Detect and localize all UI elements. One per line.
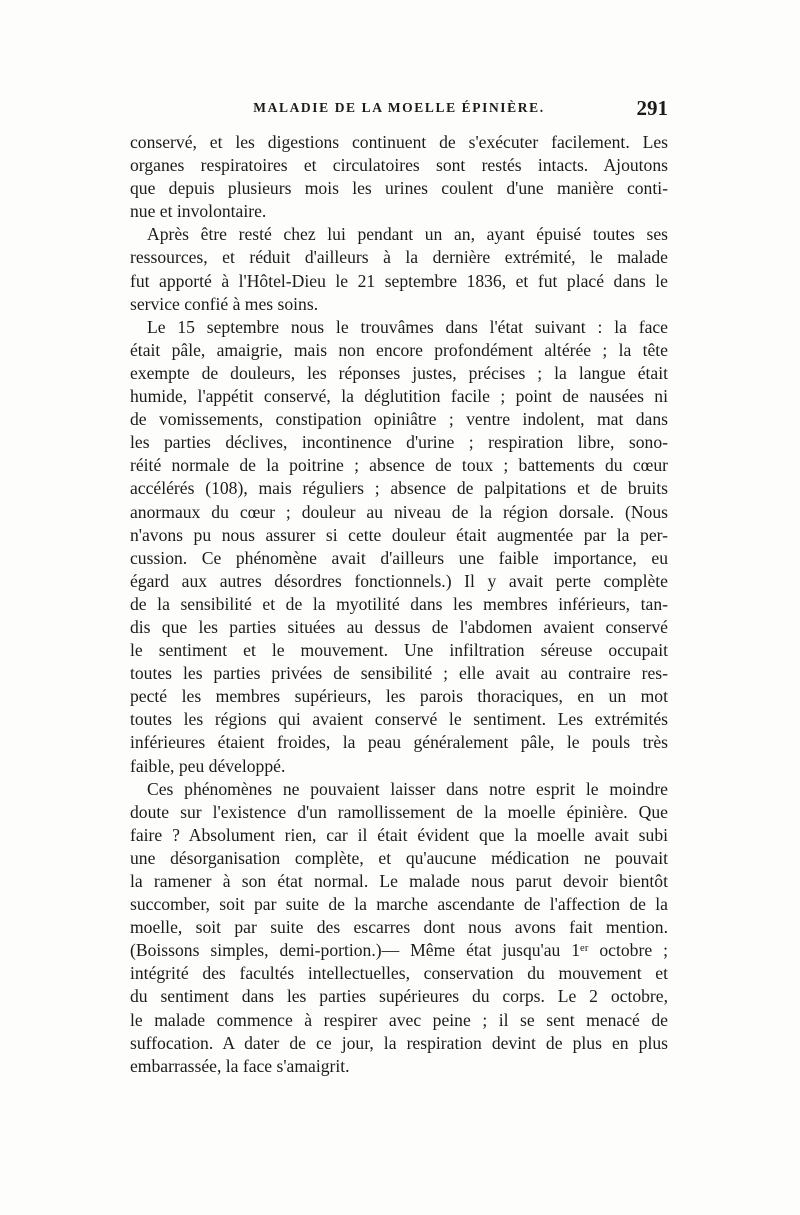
text-line: exempte de douleurs, les réponses justes, précises ; la langue était [130, 362, 668, 383]
text-line: Après être resté chez lui pendant un an, ayant épuisé toutes ses [147, 224, 668, 245]
text-line: inférieures étaient froides, la peau généralement pâle, le pouls très [130, 732, 668, 753]
text-line: le sentiment et le mouvement. Une infiltration séreuse occupait [130, 640, 668, 661]
text-line: toutes les parties privées de sensibilité ; elle avait au contraire res- [130, 663, 668, 684]
text-line: était pâle, amaigrie, mais non encore profondément altérée ; la tête [130, 339, 668, 360]
text-line: fut apporté à l'Hôtel-Dieu le 21 septembre 1836, et fut placé dans le [130, 270, 668, 291]
text-line: succomber, soit par suite de la marche ascendante de l'affection de la [130, 894, 668, 915]
text-line: dis que les parties situées au dessus de l'abdomen avaient conservé [130, 616, 668, 637]
text-line: accélérés (108), mais réguliers ; absence de palpitations et de bruits [130, 478, 668, 499]
text-line: humide, l'appétit conservé, la déglutition facile ; point de nausées ni [130, 386, 668, 407]
body-text [130, 131, 668, 1078]
text-line: de vomissements, constipation opiniâtre ; ventre indolent, mat dans [130, 409, 668, 430]
text-line: (Boissons simples, demi-portion.)— Même état jusqu'au 1ᵉʳ octobre ; [130, 940, 668, 961]
text-line: du sentiment dans les parties supérieures du corps. Le 2 octobre, [130, 986, 668, 1007]
text-line: Le 15 septembre nous le trouvâmes dans l'état suivant : la face [147, 316, 668, 337]
text-line: ressources, et réduit d'ailleurs à la dernière extrémité, le malade [130, 247, 668, 268]
text-line: service confié à mes soins. [130, 293, 319, 314]
text-line: anormaux du cœur ; douleur au niveau de la région dorsale. (Nous [130, 501, 668, 522]
text-line: faible, peu développé. [130, 755, 286, 776]
running-head [130, 96, 668, 122]
text-line: pecté les membres supérieurs, les parois thoraciques, en un mot [130, 686, 668, 707]
text-line: une désorganisation complète, et qu'aucune médication ne pouvait [130, 847, 668, 868]
text-line: suffocation. A dater de ce jour, la respiration devint de plus en plus [130, 1032, 668, 1053]
text-line: réité normale de la poitrine ; absence de toux ; battements du cœur [130, 455, 668, 476]
text-line: toutes les régions qui avaient conservé le sentiment. Les extrémités [130, 709, 668, 730]
text-line: organes respiratoires et circulatoires sont restés intacts. Ajoutons [130, 155, 668, 176]
text-line: les parties déclives, incontinence d'urine ; respiration libre, sono- [130, 432, 668, 453]
text-line: n'avons pu nous assurer si cette douleur était augmentée par la per- [130, 524, 668, 545]
text-line: embarrassée, la face s'amaigrit. [130, 1055, 350, 1076]
running-title: MALADIE DE LA MOELLE ÉPINIÈRE. [253, 100, 545, 115]
text-line: la ramener à son état normal. Le malade nous parut devoir bientôt [130, 871, 668, 891]
text-line: conservé, et les digestions continuent de s'exécuter facilement. Les [130, 132, 668, 152]
text-line: Ces phénomènes ne pouvaient laisser dans notre esprit le moindre [147, 778, 668, 799]
text-line: le malade commence à respirer avec peine ; il se sent menacé de [130, 1009, 668, 1030]
text-line: moelle, soit par suite des escarres dont nous avons fait mention. [130, 917, 668, 938]
text-line: doute sur l'existence d'un ramollissement de la moelle épinière. Que [130, 801, 668, 822]
text-line: que depuis plusieurs mois les urines coulent d'une manière conti- [130, 178, 668, 199]
text-line: faire ? Absolument rien, car il était évident que la moelle avait subi [130, 824, 668, 845]
page-number: 291 [636, 96, 668, 120]
text-line: cussion. Ce phénomène avait d'ailleurs une faible importance, eu [130, 547, 668, 568]
text-line: égard aux autres désordres fonctionnels.) Il y avait perte complète [130, 570, 668, 591]
text-line: de la sensibilité et de la myotilité dans les membres inférieurs, tan- [130, 593, 668, 614]
text-line: intégrité des facultés intellectuelles, conservation du mouvement et [130, 963, 668, 984]
text-line: nue et involontaire. [130, 201, 267, 222]
